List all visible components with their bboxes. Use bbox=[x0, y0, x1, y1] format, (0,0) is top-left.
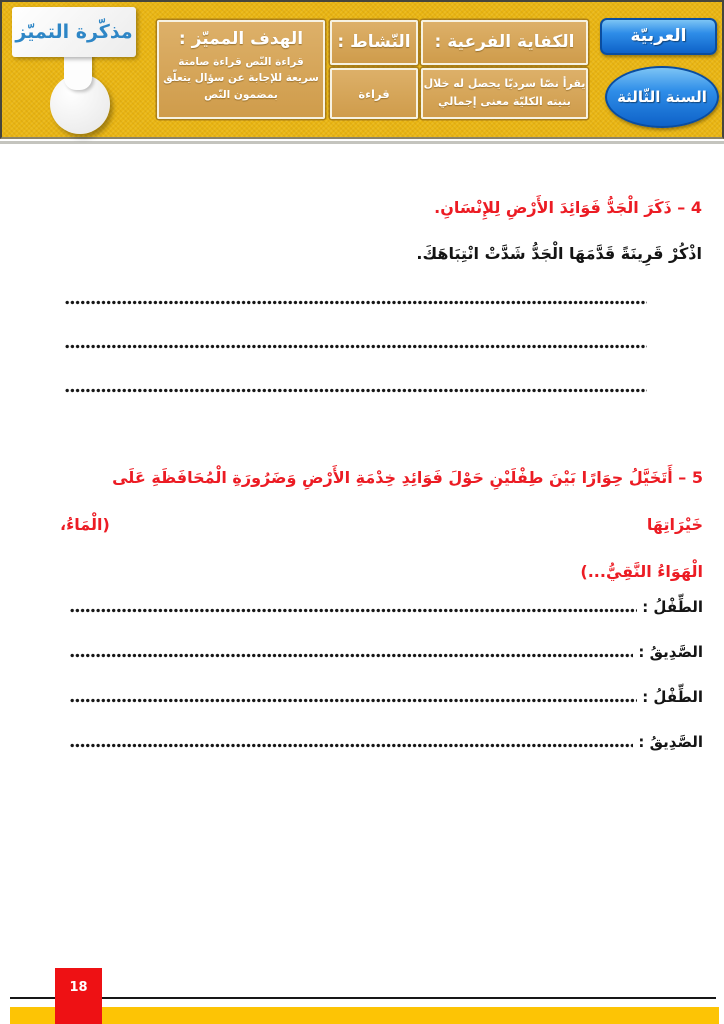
question-5-line-2: الْهَوَاءُ النَّقِيُّ...) bbox=[580, 562, 703, 581]
grade-badge: السنة الثّالثة bbox=[605, 66, 719, 128]
footer-rule bbox=[10, 997, 716, 999]
dialog-dotted-line bbox=[70, 608, 637, 613]
subject-badge: العربيّة bbox=[600, 18, 717, 55]
question-5-line-1: 5 – أَتَخَيَّلُ حِوَارًا بَيْنَ طِفْلَيْنِ حَوْلَ فَوَائِدِ خِدْمَةِ الأَرْضِ وَضَرُورَةِ الْمُحَافَظَةِ عَلَى خَيْرَاتِهَا (الْمَاءُ، bbox=[60, 468, 703, 534]
dialog-row bbox=[70, 634, 703, 661]
competency-body-cell: يقرأ نصّا سرديّا يحصل له خلال بنيته الكليّة معنى إجمالي bbox=[421, 68, 588, 119]
dialog-speaker-label: الصَّدِيقُ : bbox=[638, 643, 703, 661]
brand-pin-stem bbox=[64, 52, 92, 90]
dialog-dotted-line bbox=[70, 698, 637, 703]
answer-dotted-line bbox=[65, 388, 647, 393]
activity-body-cell: قراءة bbox=[330, 68, 418, 119]
dialog-dotted-line bbox=[70, 653, 633, 658]
dialog-row bbox=[70, 679, 703, 706]
dialog-dotted-line bbox=[70, 743, 633, 748]
goal-body: قراءة النّص قراءة صامتة سريعة للإجابة عن سؤال يتعلّق بمضمون النّص bbox=[163, 56, 319, 101]
header-band-shadow bbox=[0, 141, 724, 144]
answer-dotted-line bbox=[65, 300, 647, 305]
question-4-title: 4 – ذَكَرَ الْجَدُّ فَوَائِدَ الأَرْضِ لِلإِنْسَانِ. bbox=[434, 198, 702, 217]
question-5-text bbox=[60, 454, 703, 595]
answer-dotted-line bbox=[65, 344, 647, 349]
brand-logo bbox=[12, 7, 136, 57]
goal-title: الهدف المميّز : bbox=[178, 29, 304, 49]
brand-logo-text: مذكّرة التميّز bbox=[15, 21, 133, 43]
competency-title-cell: الكفاية الفرعية : bbox=[421, 20, 588, 65]
goal-box bbox=[157, 20, 325, 119]
dialog-row bbox=[70, 589, 703, 616]
dialog-speaker-label: الصَّدِيقُ : bbox=[638, 733, 703, 751]
dialog-row bbox=[70, 724, 703, 751]
footer-bar bbox=[10, 1007, 719, 1024]
question-4-prompt: اذْكُرْ قَرِينَةً قَدَّمَهَا الْجَدُّ شَدَّتْ انْتِبَاهَكَ. bbox=[416, 244, 702, 263]
dialog-speaker-label: الطِّفْلُ : bbox=[642, 688, 703, 706]
dialog-speaker-label: الطِّفْلُ : bbox=[642, 598, 703, 616]
activity-title-cell: النّشاط : bbox=[330, 20, 418, 65]
page-number-badge: 18 bbox=[55, 968, 102, 1024]
